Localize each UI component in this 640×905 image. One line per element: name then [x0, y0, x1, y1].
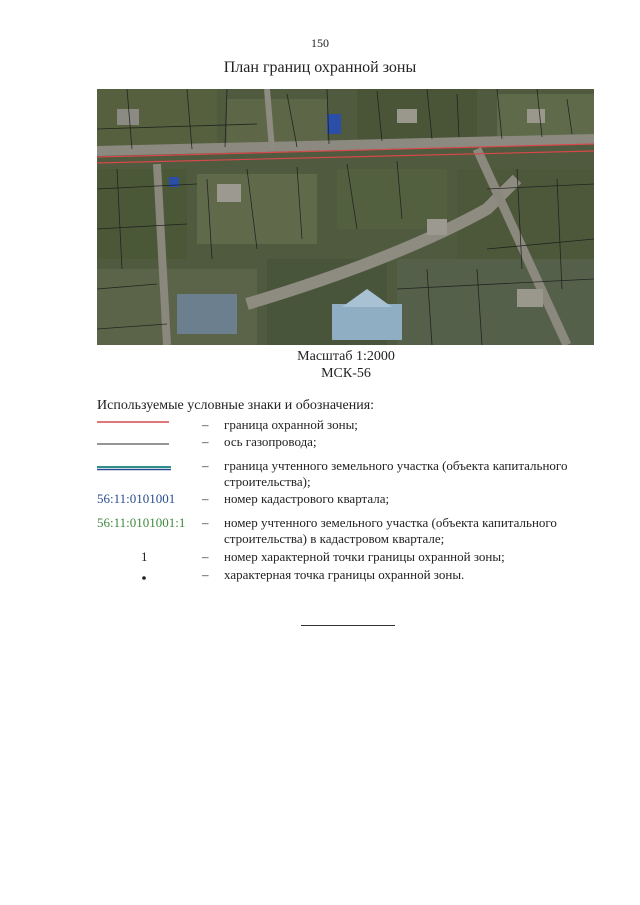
legend-dash: – [202, 458, 209, 473]
legend-description: номер характерной точки границы охранной зоны; [224, 549, 505, 564]
point-dot-icon [141, 575, 147, 581]
parcel-number-sample: 56:11:0101001:1 [97, 515, 186, 530]
legend-dash: – [202, 491, 209, 506]
legend-dash: – [202, 434, 209, 449]
legend-description: граница охранной зоны; [224, 417, 358, 432]
gas-axis-line-icon [97, 442, 169, 446]
legend-dash: – [202, 549, 209, 564]
document-title: План границ охранной зоны [223, 59, 417, 76]
scale-label: Масштаб 1:2000 [297, 349, 395, 364]
map-scale [0, 348, 640, 382]
legend-description: номер кадастрового квартала; [224, 491, 390, 506]
legend-dash: – [202, 515, 209, 530]
legend-description: характерная точка границы охранной зоны. [224, 567, 465, 582]
zone-boundary-line-icon [97, 420, 169, 424]
legend-description: номер учтенного земельного участка (объекта капитального строительства) в кадастровом квартале; [224, 515, 557, 546]
bottom-divider [301, 625, 395, 626]
legend-description: граница учтенного земельного участка (объекта капитального строительства); [224, 458, 568, 489]
cadastral-quarter-sample: 56:11:0101001 [97, 491, 176, 506]
satellite-map [97, 89, 594, 345]
legend-description: ось газопровода; [224, 434, 317, 449]
coordinate-system: МСК-56 [321, 366, 371, 381]
legend-dash: – [202, 417, 209, 432]
legend-heading: Используемые условные знаки и обозначения: [97, 398, 375, 413]
page-number: 150 [311, 36, 329, 50]
parcel-boundary-line-icon [97, 465, 171, 471]
legend-dash: – [202, 567, 209, 582]
point-number-sample: 1 [141, 549, 148, 564]
